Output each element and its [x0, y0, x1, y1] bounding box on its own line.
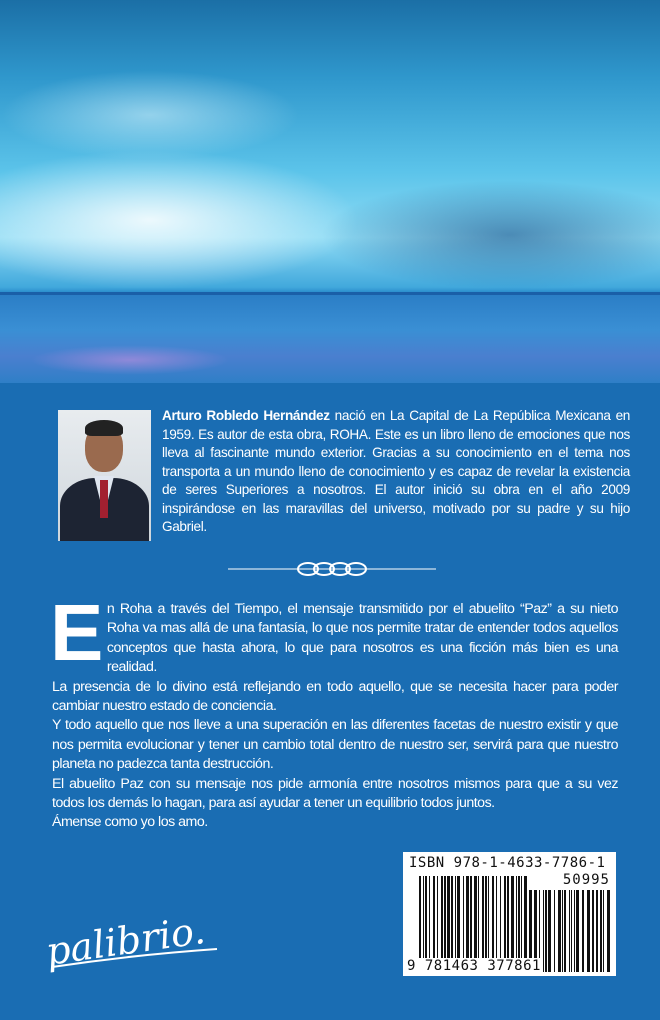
barcode-bar: [482, 876, 484, 962]
barcode-bar: [607, 890, 610, 972]
barcode-bar: [600, 890, 602, 972]
barcode-bar: [451, 876, 453, 962]
barcode-bar: [548, 890, 551, 972]
barcode-bars-addon: [529, 890, 611, 972]
palibrio-logo: [42, 905, 222, 975]
barcode-bar: [444, 876, 446, 962]
barcode-bar: [596, 890, 598, 972]
author-bio: [162, 407, 630, 537]
barcode-addon-number: 50995: [562, 872, 610, 888]
barcode-bar: [437, 876, 438, 962]
barcode-bar: [457, 876, 460, 962]
isbn-barcode: [403, 852, 616, 976]
barcode-bars-main: [419, 876, 529, 962]
barcode-bar: [507, 876, 509, 962]
synopsis-paragraph: La presencia de lo divino está reflejando en todo aquello, que se necesita hacer para poder cambiar nuestro estado de conciencia.: [52, 678, 618, 715]
barcode-bar: [521, 876, 522, 962]
barcode-bar: [569, 890, 570, 972]
synopsis-paragraph: El abuelito Paz con su mensaje nos pide armonía entre nosotros mismos para que a su vez todos los demás lo hagan, para así ayudar a tener un equilibrio todos juntos.: [52, 775, 618, 812]
barcode-bar: [564, 890, 566, 972]
barcode-bar: [558, 890, 561, 972]
barcode-bar: [516, 876, 517, 962]
barcode-bar: [470, 876, 472, 962]
barcode-bar: [587, 890, 590, 972]
barcode-bar: [554, 890, 555, 972]
synopsis-paragraph: n Roha a través del Tiempo, el mensaje transmitido por el abuelito “Paz” a su nieto Roha va mas allá de una fantasía, lo que nos permite tratar de entender todos aquellos conceptos que hasta ahora, lo que para nosotros es una ficción más bien es una realidad.: [106, 601, 618, 676]
barcode-bar: [478, 876, 479, 962]
barcode-bar: [419, 876, 421, 962]
barcode-bar: [433, 876, 435, 962]
author-name: Arturo Robledo Hernández: [162, 408, 330, 423]
barcode-bar: [562, 890, 563, 972]
drop-cap: E: [50, 588, 103, 677]
barcode-bar: [511, 876, 514, 962]
barcode-bar: [496, 876, 497, 962]
barcode-bar: [488, 876, 489, 962]
barcode-bar: [574, 890, 575, 972]
barcode-bar: [524, 876, 527, 962]
barcode-bar: [463, 876, 464, 962]
barcode-bar: [492, 876, 494, 962]
barcode-bar: [423, 876, 424, 962]
cover-sky-ocean-image: [0, 0, 660, 383]
barcode-bar: [425, 876, 427, 962]
barcode-bar: [485, 876, 487, 962]
synopsis-paragraph: Y todo aquello que nos lleve a una superación en las diferentes facetas de nuestro existir y que nos permita evolucionar y tener un cambio total dentro de nuestro ser, servirá para que nuestro planeta no padezca tanta destrucción.: [52, 717, 618, 773]
synopsis-paragraph: Ámense como yo los amo.: [52, 814, 208, 831]
barcode-bar: [441, 876, 443, 962]
barcode-bar: [429, 876, 430, 962]
barcode-bar: [518, 876, 520, 962]
bio-text: nació en La Capital de La República Mexicana en 1959. Es autor de esta obra, ROHA. Este es un libro lleno de emociones que nos lleva al fascinante mundo exterior. Gracias a su conocimiento en el tema nos transporta a un mundo lleno de conocimiento y es capaz de revelar la existencia de seres Superiores a nosotros. El autor inició su obra en el año 2009 inspirándose en las maravillas del universo, motivado por su padre y su hijo Gabriel.: [162, 408, 630, 534]
author-photo: [58, 410, 151, 541]
barcode-bar: [545, 890, 547, 972]
barcode-bar: [466, 876, 469, 962]
barcode-bar: [500, 876, 501, 962]
barcode-bar: [603, 890, 604, 972]
barcode-bar: [455, 876, 456, 962]
barcode-bar: [576, 890, 579, 972]
barcode-bar: [447, 876, 450, 962]
barcode-bar: [571, 890, 572, 972]
ean-number: 9 781463 377861: [407, 958, 541, 974]
synopsis: [50, 588, 618, 833]
barcode-bar: [582, 890, 584, 972]
barcode-bar: [474, 876, 477, 962]
ornament-divider: [228, 560, 436, 578]
isbn-text: ISBN 978-1-4633-7786-1: [409, 855, 606, 871]
barcode-bar: [504, 876, 506, 962]
svg-text:palibrio.: palibrio.: [43, 907, 208, 974]
barcode-bar: [592, 890, 594, 972]
barcode-bar: [543, 890, 544, 972]
